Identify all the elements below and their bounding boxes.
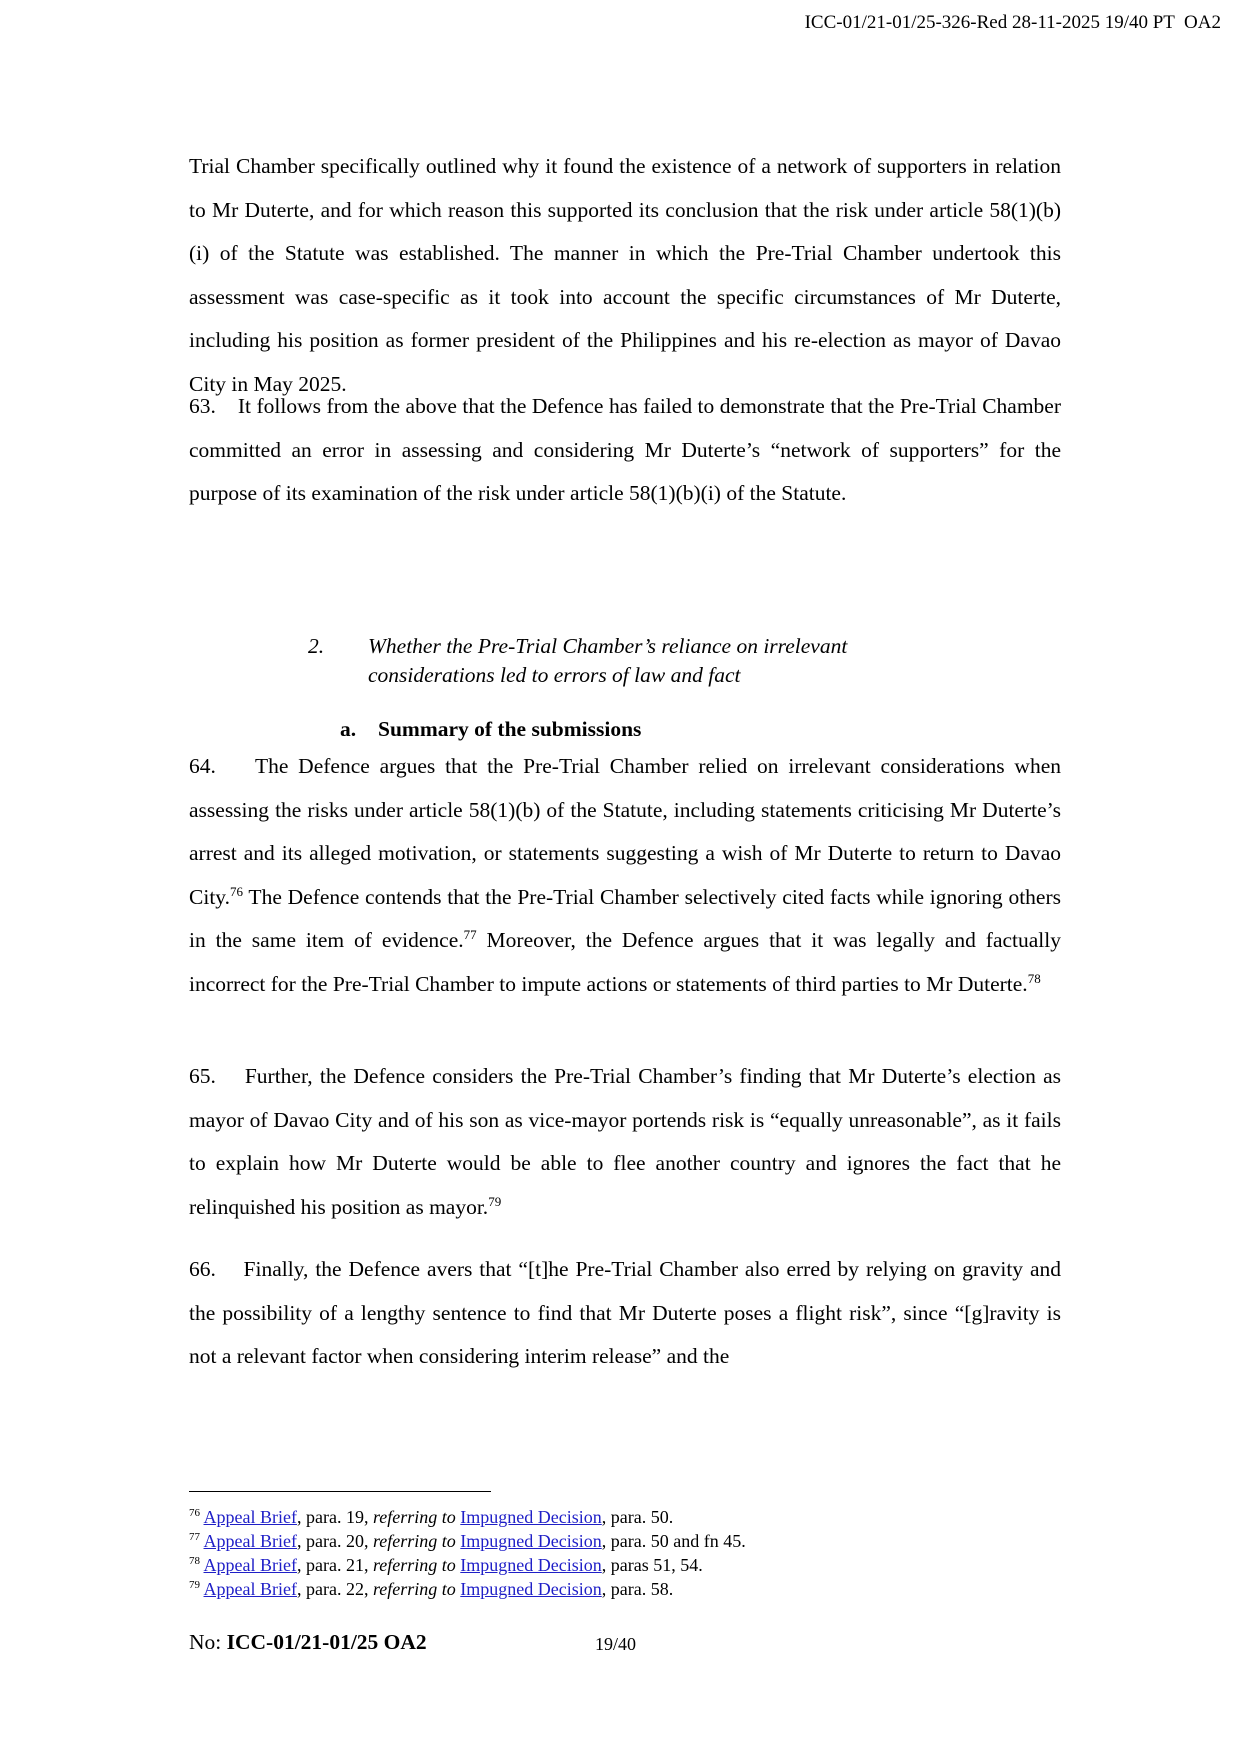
paragraph-text: Finally, the Defence avers that “[t]he Pre-Trial Chamber also erred by relying on gravity and the possibility of a lengthy sentence to find that Mr Duterte poses a flight risk”, since “[g]ravity is not a relevant factor when considering interim release” and the <box>189 1257 1062 1368</box>
paragraph-number: 65. <box>189 1064 216 1088</box>
subsection-letter: a. <box>340 717 357 741</box>
subsection-heading-a <box>340 717 641 742</box>
footnote-ref-78[interactable]: 78 <box>1027 970 1041 986</box>
paragraph-text: Further, the Defence considers the Pre-Trial Chamber’s finding that Mr Duterte’s election as mayor of Davao City and of his son as vice-mayor portends risk is “equally unreasonable”, as it fails to explain how Mr Duterte would be able to flee another country and ignores the fact that he relinquished his position as mayor. <box>189 1064 1061 1219</box>
footnote-76 <box>189 1505 746 1529</box>
footnote-ref-77[interactable]: 77 <box>463 926 477 942</box>
footnote-text: , para. 19, <box>296 1507 373 1527</box>
footnote-italic: referring to <box>372 1555 456 1575</box>
footnote-number: 78 <box>189 1555 200 1567</box>
paragraph-text: It follows from the above that the Defence has failed to demonstrate that the Pre-Trial Chamber committed an error in assessing and considering Mr Duterte’s “network of supporters” for the purpose of its examination of the risk under article 58(1)(b)(i) of the Statute. <box>189 394 1061 505</box>
paragraph-number: 66. <box>189 1257 216 1281</box>
paragraph-62-text: Trial Chamber specifically outlined why it found the existence of a network of supporters in relation to Mr Duterte, and for which reason this supported its conclusion that the risk under article 58(1)(b)(i) of the Statute was established. The manner in which the Pre-Trial Chamber undertook this assessment was case-specific as it took into account the specific circumstances of Mr Duterte, including his position as former president of the Philippines and his re-election as mayor of Davao City in May 2025. <box>189 154 1061 396</box>
section-number: 2. <box>308 634 325 658</box>
footnote-number: 77 <box>189 1531 200 1543</box>
impugned-decision-link[interactable]: Impugned Decision <box>460 1507 602 1527</box>
footnote-text: , paras 51, 54. <box>601 1555 703 1575</box>
document-header-reference: ICC-01/21-01/25-326-Red 28-11-2025 19/40 PT OA2 <box>804 12 1221 33</box>
footer-case-number <box>189 1630 427 1655</box>
footnote-text: , para. 21, <box>296 1555 373 1575</box>
paragraph-62-continued <box>189 145 1061 406</box>
subsection-title: Summary of the submissions <box>378 717 642 741</box>
footnote-number: 76 <box>189 1507 200 1519</box>
footnote-ref-76[interactable]: 76 <box>230 883 244 899</box>
footnote-text: , para. 50. <box>601 1507 674 1527</box>
footnote-separator <box>189 1491 491 1492</box>
paragraph-65 <box>189 1055 1061 1229</box>
appeal-brief-link[interactable]: Appeal Brief <box>203 1579 297 1599</box>
footnote-text: , para. 22, <box>296 1579 373 1599</box>
paragraph-text: Moreover, the Defence argues that it was legally and factually incorrect for the Pre-Trial Chamber to impute actions or statements of third parties to Mr Duterte. <box>189 928 1062 996</box>
footnotes <box>189 1505 746 1601</box>
appeal-brief-link[interactable]: Appeal Brief <box>203 1507 297 1527</box>
impugned-decision-link[interactable]: Impugned Decision <box>460 1531 602 1551</box>
paragraph-number: 64. <box>189 754 216 778</box>
paragraph-number: 63. <box>189 394 216 418</box>
paragraph-text: The Defence argues that the Pre-Trial Chamber relied on irrelevant considerations when assessing the risks under article 58(1)(b) of the Statute, including statements criticising Mr Duterte’s arrest and its alleged motivation, or statements suggesting a wish of Mr Duterte to return to Davao City. <box>189 754 1061 909</box>
footnote-text: , para. 20, <box>296 1531 373 1551</box>
paragraph-text: The Defence contends that the Pre-Trial Chamber selectively cited facts while ignoring others in the same item of evidence. <box>189 884 1061 952</box>
footnote-77 <box>189 1529 746 1553</box>
footnote-italic: referring to <box>372 1507 456 1527</box>
section-heading-2 <box>308 632 1061 690</box>
footnote-text: , para. 58. <box>601 1579 674 1599</box>
footnote-ref-79[interactable]: 79 <box>488 1193 502 1209</box>
footnote-italic: referring to <box>372 1531 456 1551</box>
paragraph-63 <box>189 385 1061 516</box>
case-number: ICC-01/21-01/25 OA2 <box>226 1630 427 1654</box>
footnote-italic: referring to <box>372 1579 456 1599</box>
paragraph-66 <box>189 1248 1061 1379</box>
section-title-line-1: Whether the Pre-Trial Chamber’s reliance on irrelevant <box>368 634 848 658</box>
impugned-decision-link[interactable]: Impugned Decision <box>460 1579 602 1599</box>
impugned-decision-link[interactable]: Impugned Decision <box>460 1555 602 1575</box>
footer-label: No: <box>189 1630 227 1654</box>
footnote-number: 79 <box>189 1579 200 1591</box>
page-number: 19/40 <box>595 1634 637 1654</box>
paragraph-64 <box>189 745 1061 1006</box>
appeal-brief-link[interactable]: Appeal Brief <box>203 1531 297 1551</box>
footnote-79 <box>189 1577 746 1601</box>
section-title-line-2: considerations led to errors of law and fact <box>368 663 741 687</box>
footnote-text: , para. 50 and fn 45. <box>601 1531 746 1551</box>
footnote-78 <box>189 1553 746 1577</box>
appeal-brief-link[interactable]: Appeal Brief <box>203 1555 297 1575</box>
